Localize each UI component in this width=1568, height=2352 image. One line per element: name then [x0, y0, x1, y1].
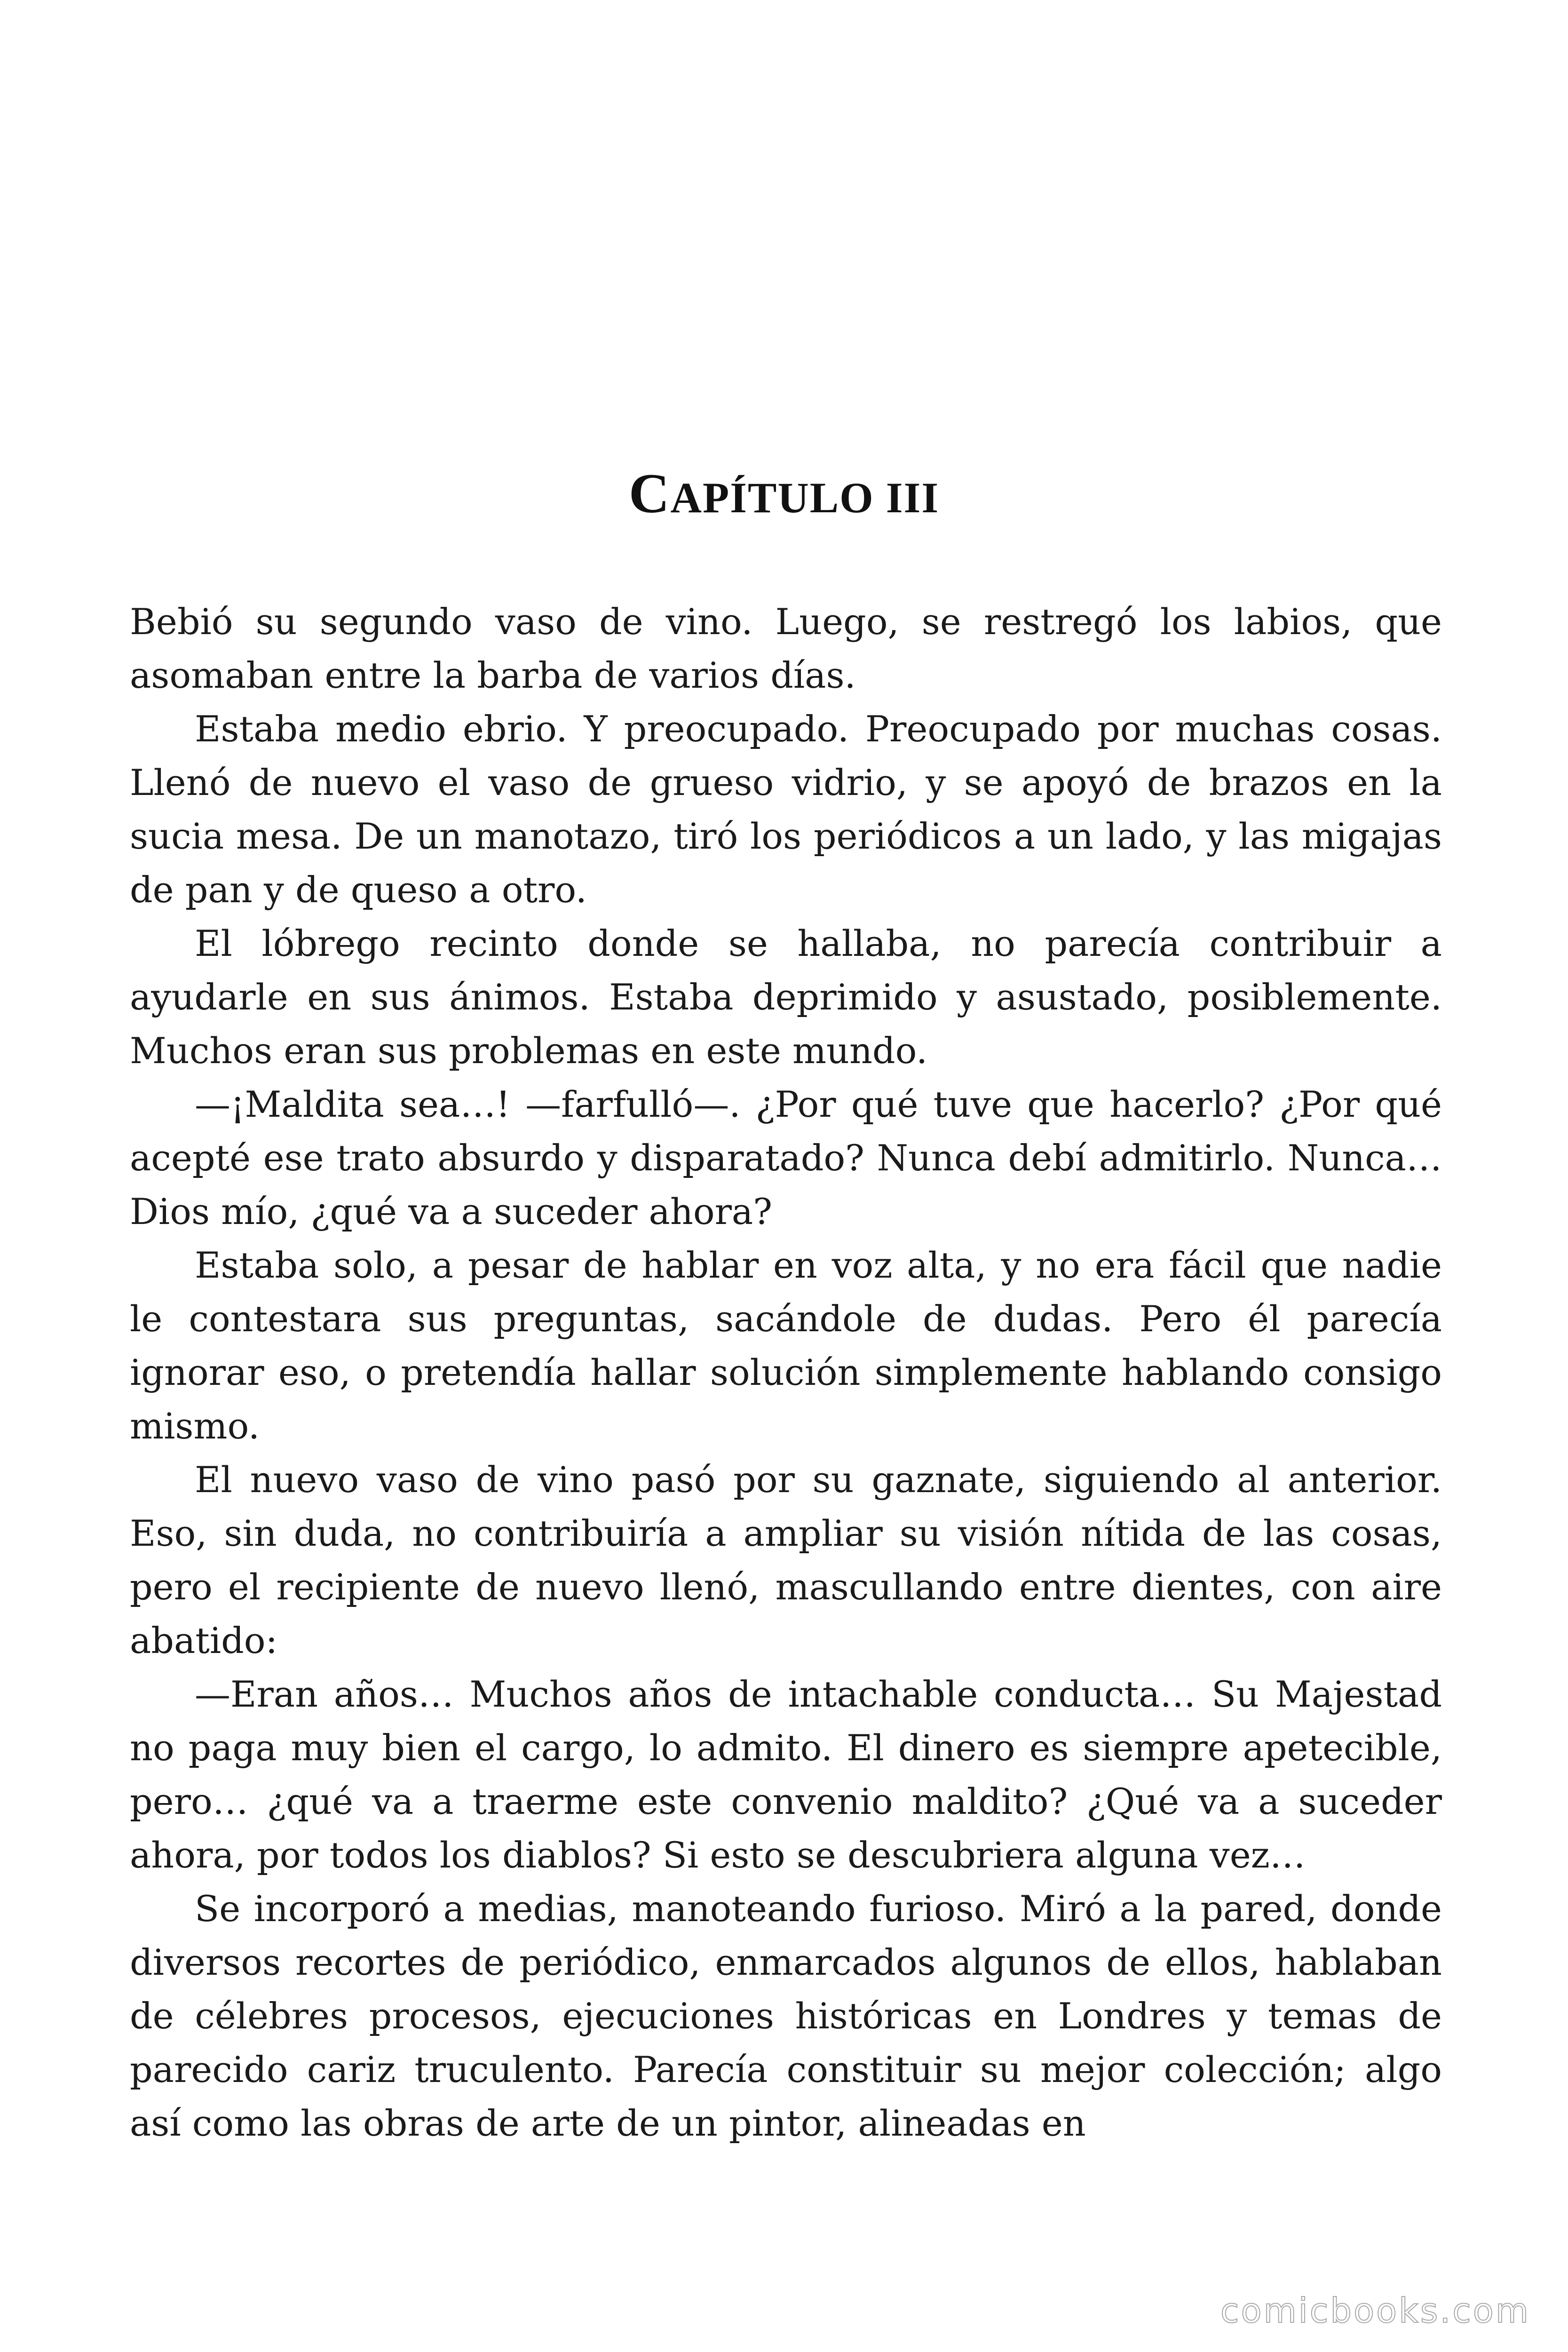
paragraph: Estaba medio ebrio. Y preocupado. Preocupado por muchas cosas. Llenó de nuevo el vaso de grueso vidrio, y se apoyó de brazos en la sucia mesa. De un manotazo, tiró los periódicos a un lado, y las migajas de pan y de queso a otro.	[130, 708, 1442, 911]
paragraph: —Eran años… Muchos años de intachable conducta… Su Majestad no paga muy bien el cargo, lo admito. El dinero es siempre apetecible, pero… ¿qué va a traerme este convenio maldito? ¿Qué va a suceder ahora, por todos los diablos? Si esto se descubriera alguna vez…	[130, 1673, 1442, 1876]
paragraph: Bebió su segundo vaso de vino. Luego, se restregó los labios, que asomaban entre la barba de varios días.	[130, 601, 1442, 696]
paragraph: El nuevo vaso de vino pasó por su gaznate, siguiendo al anterior. Eso, sin duda, no contribuiría a ampliar su visión nítida de las cosas, pero el recipiente de nuevo llenó, mascullando entre dientes, con aire abatido:	[130, 1459, 1442, 1661]
chapter-body	[130, 595, 1442, 2150]
paragraph: Estaba solo, a pesar de hablar en voz alta, y no era fácil que nadie le contestara sus preguntas, sacándole de dudas. Pero él parecía ignorar eso, o pretendía hallar solución simplemente hablando consigo mismo.	[130, 1244, 1442, 1447]
paragraph: —¡Maldita sea…! —farfulló—. ¿Por qué tuve que hacerlo? ¿Por qué acepté ese trato absurdo y disparatado? Nunca debí admitirlo. Nunca… Dios mío, ¿qué va a suceder ahora?	[130, 1083, 1442, 1232]
paragraph: El lóbrego recinto donde se hallaba, no parecía contribuir a ayudarle en sus ánimos. Estaba deprimido y asustado, posiblemente. Muchos eran sus problemas en este mundo.	[130, 922, 1442, 1072]
watermark: comicbooks.com	[1220, 2291, 1530, 2330]
chapter-title-rest: APÍTULO III	[670, 474, 940, 522]
chapter-title-initial: C	[628, 462, 671, 524]
paragraph: Se incorporó a medias, manoteando furioso. Miró a la pared, donde diversos recortes de periódico, enmarcados algunos de ellos, hablaban de célebres procesos, ejecuciones históricas en Londres y temas de parecido cariz truculento. Parecía constituir su mejor colección; algo así como las obras de arte de un pintor, alineadas en	[130, 1888, 1442, 2144]
chapter-title	[0, 461, 1568, 526]
